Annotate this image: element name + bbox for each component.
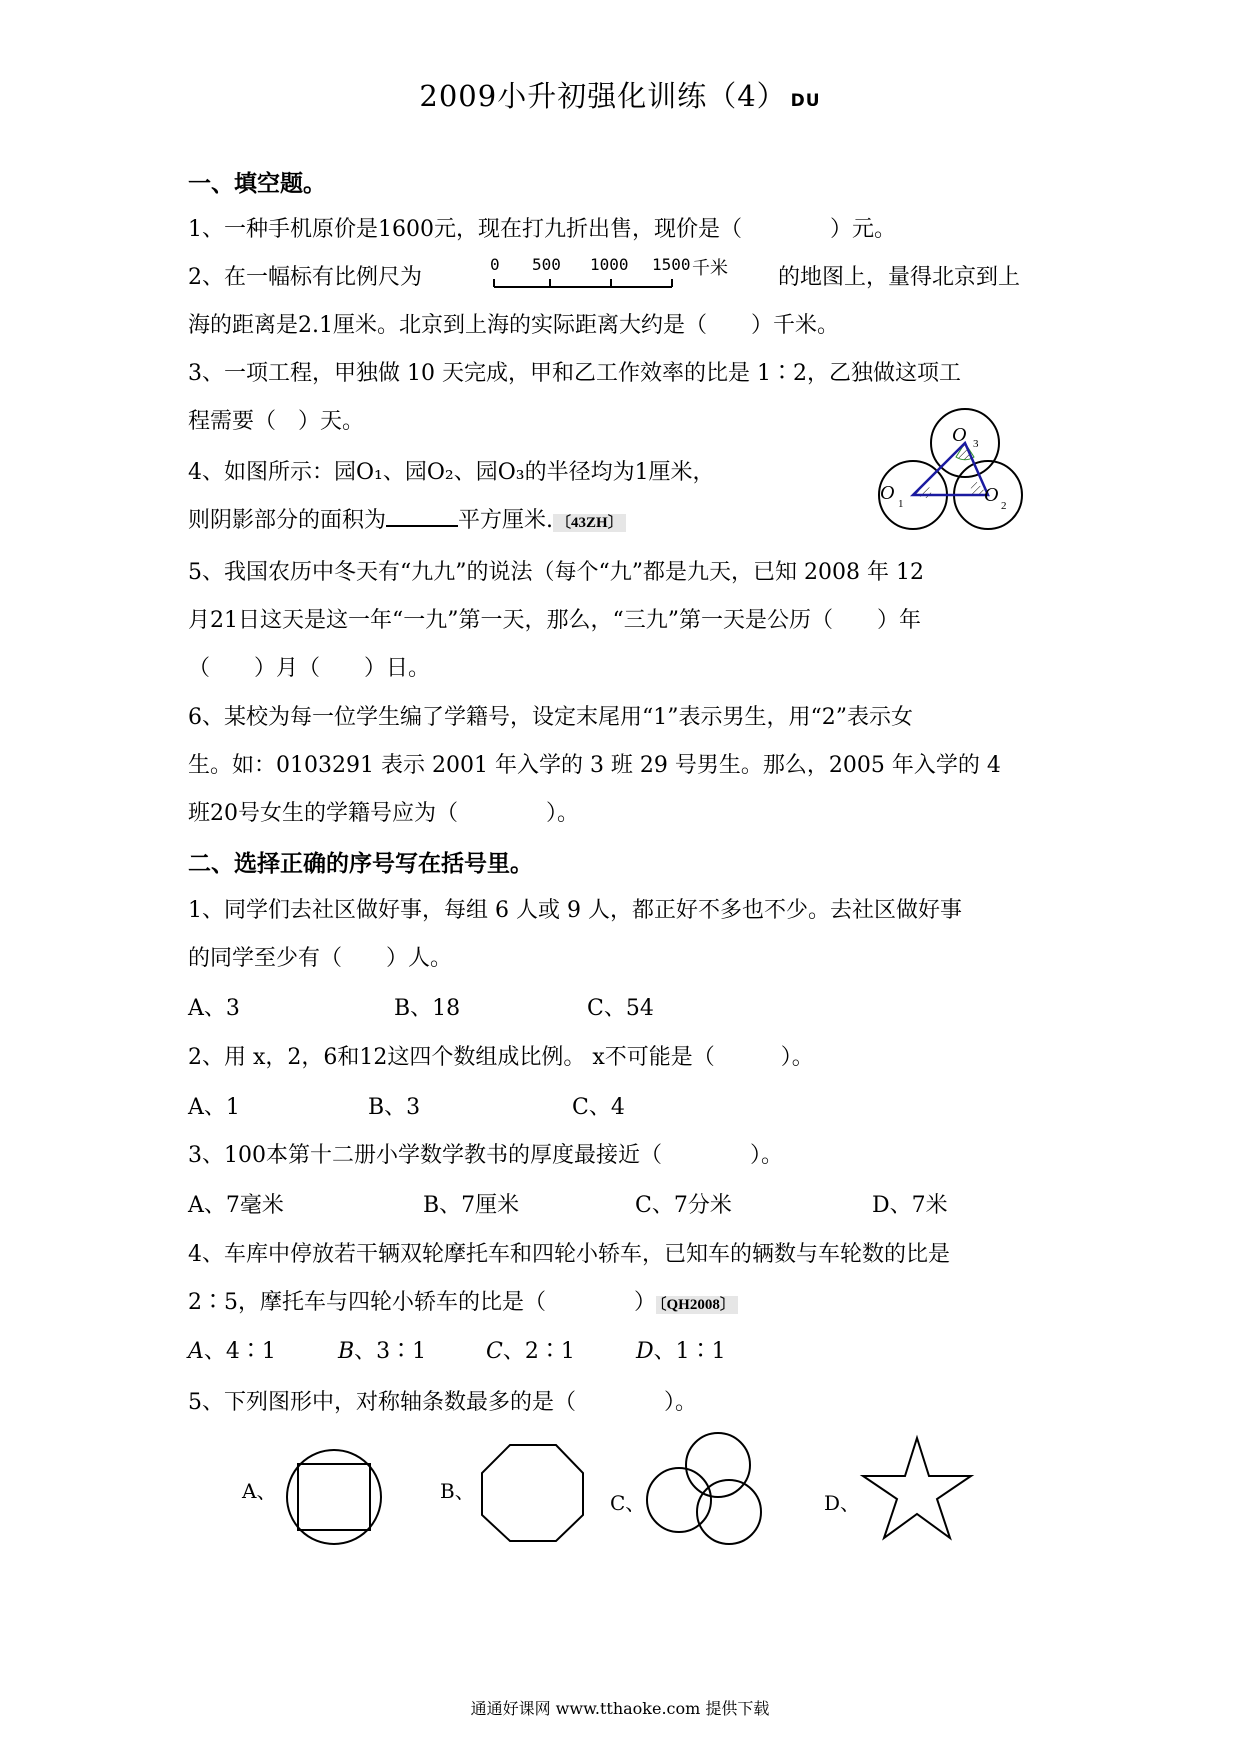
label-o3-sub: 3 [973, 438, 979, 450]
s1-q3-line1: 3、一项工程，甲独做 10 天完成，甲和乙工作效率的比是 1∶2，乙独做这项工 [188, 361, 961, 386]
circle-with-square-icon [284, 1447, 384, 1547]
three-circles-icon [646, 1430, 766, 1550]
scale-tick-0: 0 [490, 255, 500, 274]
s2-q2-option-a: A、1 [188, 1095, 240, 1120]
section2-heading: 二、选择正确的序号写在括号里。 [188, 850, 533, 877]
s1-q1: 1、一种手机原价是1600元，现在打九折出售，现价是（ ）元。 [188, 217, 896, 242]
s2-q4-option-b: B、3∶1 [338, 1339, 427, 1364]
s1-q4-tag: 〔43ZH〕 [553, 514, 626, 532]
s2-q5: 5、下列图形中，对称轴条数最多的是（ ）。 [188, 1390, 697, 1415]
s1-q2-part2: 的地图上，量得北京到上 [778, 265, 1021, 290]
s1-q4-text-a: 则阴影部分的面积为 [188, 508, 387, 533]
s1-q6-line2: 生。如：0103291 表示 2001 年入学的 3 班 29 号男生。那么，2005 年入学的 4 [188, 753, 1001, 778]
scale-bar [480, 255, 760, 295]
scale-tick-1000: 1000 [590, 255, 629, 274]
s2-q2-option-b: B、3 [368, 1095, 421, 1120]
label-o1-sub: 1 [898, 498, 904, 510]
s1-q4-line1: 4、如图所示：园O₁、园O₂、园O₃的半径均为1厘米， [188, 460, 715, 485]
footer: 通通好课网 www.tthaoke.com 提供下载 [470, 1699, 770, 1718]
s2-q1-option-b: B、18 [394, 996, 461, 1021]
s1-q6-line3: 班20号女生的学籍号应为（ ）。 [188, 801, 579, 826]
s1-q5-line1: 5、我国农历中冬天有“九九”的说法（每个“九”都是九天，已知 2008 年 12 [188, 560, 924, 585]
s2-q2-option-c: C、4 [572, 1095, 625, 1120]
s2-q1-option-c: C、54 [587, 996, 654, 1021]
s2-q3: 3、100本第十二册小学数学教书的厚度最接近（ ）。 [188, 1143, 783, 1168]
s1-q2-line2: 海的距离是2.1厘米。北京到上海的实际距离大约是（ ）千米。 [188, 313, 839, 338]
answer-blank [386, 507, 458, 527]
s2-q1-option-a: A、3 [188, 996, 240, 1021]
page-title [0, 74, 1240, 115]
s1-q3-line2: 程需要（ ）天。 [188, 409, 365, 434]
scale-tick-1500: 1500 [652, 255, 691, 274]
shape-label-c: C、 [610, 1491, 646, 1515]
s2-q3-option-b: B、7厘米 [423, 1193, 520, 1218]
s2-q3-option-d: D、7米 [872, 1193, 948, 1218]
star-icon [857, 1434, 977, 1544]
scale-tick-500: 500 [532, 255, 561, 274]
s2-q3-option-a: A、7毫米 [188, 1193, 284, 1218]
scale-unit: 千米 [692, 258, 728, 279]
s2-q4-tag: 〔QH2008〕 [656, 1296, 738, 1314]
s1-q2-part1: 2、在一幅标有比例尺为 [188, 265, 422, 290]
section1-heading: 一、填空题。 [188, 170, 326, 197]
s2-q3-option-c: C、7分米 [635, 1193, 732, 1218]
s2-q4-text: 2∶5，摩托车与四轮小轿车的比是（ ） [188, 1290, 656, 1315]
s1-q4-line2 [188, 503, 626, 534]
s2-q1-line2: 的同学至少有（ ）人。 [188, 946, 453, 971]
label-o2-sub: 2 [1001, 500, 1007, 512]
s1-q4-text-b: 平方厘米. [458, 508, 554, 533]
title-tag: DU [790, 91, 821, 111]
s2-q4-option-a: A、4∶1 [188, 1339, 276, 1364]
label-o2: O [984, 484, 999, 506]
title-text: 2009小升初强化训练（4） [419, 79, 787, 113]
s2-q4-line2 [188, 1285, 738, 1316]
s1-q5-line3: （ ）月（ ）日。 [188, 656, 431, 681]
label-o1: O [880, 482, 895, 504]
s2-q4-option-c: C、2∶1 [486, 1339, 575, 1364]
scale-line-icon [480, 255, 680, 295]
s2-q4-line1: 4、车库中停放若干辆双轮摩托车和四轮小轿车，已知车的辆数与车轮数的比是 [188, 1242, 950, 1267]
label-o3: O [952, 424, 967, 446]
s2-q1-line1: 1、同学们去社区做好事，每组 6 人或 9 人，都正好不多也不少。去社区做好事 [188, 898, 962, 923]
shape-label-d: D、 [824, 1491, 861, 1515]
octagon-icon [478, 1443, 588, 1543]
s1-q6-line1: 6、某校为每一位学生编了学籍号，设定末尾用“1”表示男生，用“2”表示女 [188, 705, 913, 730]
s2-q2: 2、用 x，2，6和12这四个数组成比例。 x不可能是（ ）。 [188, 1045, 814, 1070]
shape-label-a: A、 [242, 1479, 277, 1503]
three-circles-figure [870, 405, 1040, 555]
s1-q5-line2: 月21日这天是这一年“一九”第一天，那么，“三九”第一天是公历（ ）年 [188, 608, 921, 633]
shape-label-b: B、 [440, 1479, 475, 1503]
s2-q4-option-d: D、1∶1 [636, 1339, 726, 1364]
